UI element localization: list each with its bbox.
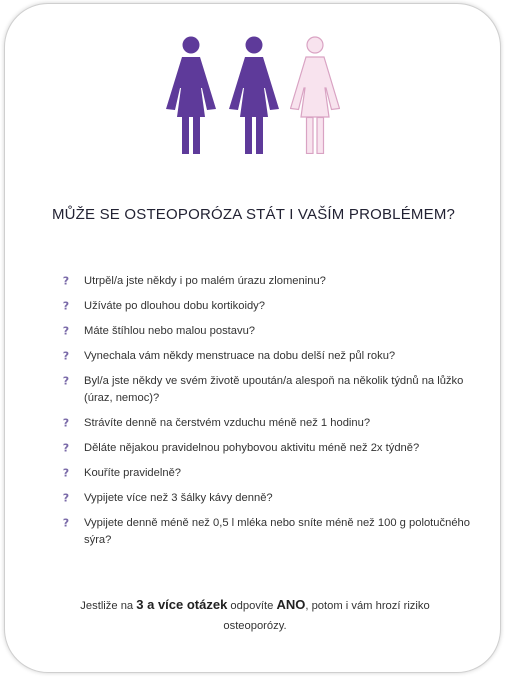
question-bullet-icon (60, 441, 72, 454)
question-bullet-icon (60, 324, 72, 337)
question-bullet-icon (60, 466, 72, 479)
question-bullet-icon (60, 516, 72, 529)
question-text: Užíváte po dlouhou dobu kortikoidy? (84, 300, 265, 312)
footer-emphasis-count: 3 a více otázek (136, 597, 228, 612)
footer-text: odpovíte (227, 600, 277, 612)
footer-emphasis-answer: ANO (276, 597, 306, 612)
question-text: Strávíte denně na čerstvém vzduchu méně než 1 hodinu? (84, 417, 371, 429)
svg-text:?: ? (62, 299, 70, 312)
list-item (60, 515, 470, 549)
list-item (60, 440, 470, 457)
footer-note (60, 595, 450, 636)
question-bullet-icon (60, 374, 72, 387)
question-bullet-icon (60, 299, 72, 312)
list-item (60, 348, 470, 365)
question-list (60, 273, 470, 549)
list-item (60, 298, 470, 315)
question-text: Máte štíhlou nebo malou postavu? (84, 325, 256, 337)
question-bullet-icon (60, 416, 72, 429)
svg-text:?: ? (62, 441, 70, 454)
svg-text:?: ? (62, 516, 70, 529)
list-item (60, 490, 470, 507)
question-bullet-icon (60, 274, 72, 287)
list-item (60, 415, 470, 432)
svg-text:?: ? (62, 324, 70, 337)
svg-text:?: ? (62, 416, 70, 429)
question-text: Kouříte pravidelně? (84, 467, 182, 479)
svg-text:?: ? (62, 374, 70, 387)
list-item (60, 373, 470, 407)
question-text: Byl/a jste někdy ve svém životě upoután/a alespoň na několik týdnů na lůžko (úraz, nemoc)? (84, 375, 464, 404)
question-bullet-icon (60, 491, 72, 504)
svg-text:?: ? (62, 274, 70, 287)
question-text: Utrpěl/a jste někdy i po malém úrazu zlomeninu? (84, 275, 326, 287)
list-item (60, 465, 470, 482)
woman-figure-icon (166, 36, 216, 154)
svg-text:?: ? (62, 349, 70, 362)
question-text: Vynechala vám někdy menstruace na dobu delší než půl roku? (84, 350, 396, 362)
footer-text: Jestliže na (80, 600, 137, 612)
question-bullet-icon (60, 349, 72, 362)
list-item (60, 323, 470, 340)
question-text: Vypijete denně méně než 0,5 l mléka nebo sníte méně než 100 g polotučného sýra? (84, 517, 470, 546)
figures-group (0, 0, 507, 160)
woman-figure-icon (229, 36, 279, 154)
woman-figure-icon (290, 36, 340, 154)
svg-text:?: ? (62, 491, 70, 504)
page-title: MŮŽE SE OSTEOPORÓZA STÁT I VAŠÍM PROBLÉMEM? (51, 206, 456, 223)
list-item (60, 273, 470, 290)
footer-text: , potom i vám hrozí riziko osteoporózy. (223, 600, 430, 632)
svg-text:?: ? (62, 466, 70, 479)
question-text: Děláte nějakou pravidelnou pohybovou aktivitu méně než 2x týdně? (84, 442, 420, 454)
question-text: Vypijete více než 3 šálky kávy denně? (84, 492, 273, 504)
